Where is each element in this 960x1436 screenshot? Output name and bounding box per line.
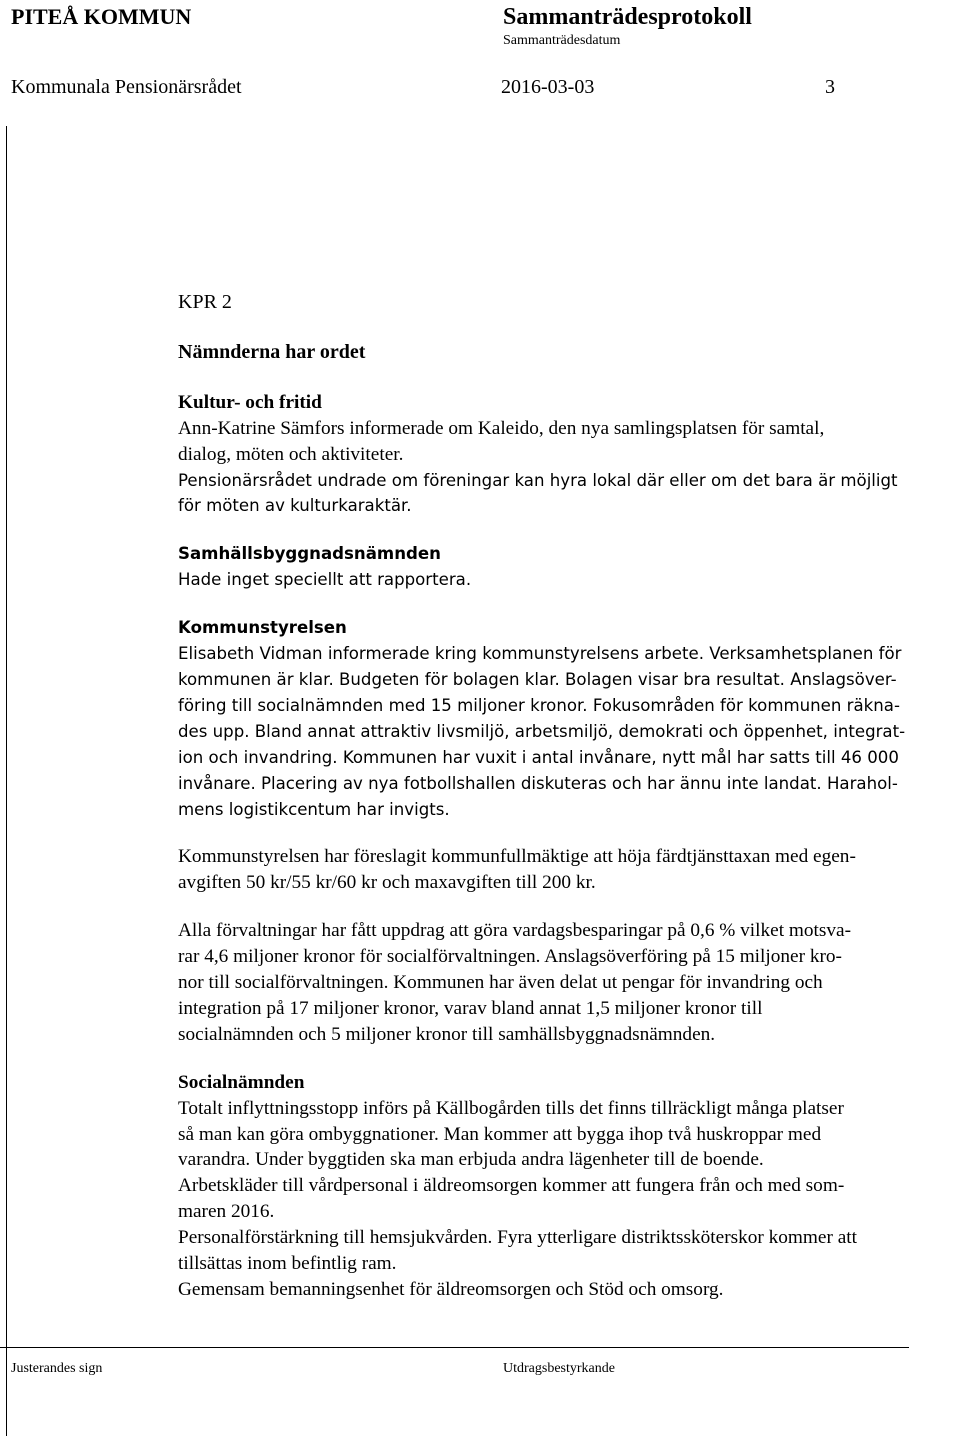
text-line: kommunen är klar. Budgeten för bolagen klar. Bolagen visar bra resultat. Anslagsöver- xyxy=(178,669,897,689)
text-line: tillsättas inom befintlig ram. xyxy=(178,1253,397,1275)
text-line: nor till socialförvaltningen. Kommunen har även delat ut pengar för invandring och xyxy=(178,972,823,994)
document-type: Sammanträdesprotokoll xyxy=(503,4,752,30)
committee-name: Kommunala Pensionärsrådet xyxy=(11,76,242,98)
text-line: föring till socialnämnden med 15 miljoner kronor. Fokusområden för kommunen räkna- xyxy=(178,695,900,715)
text-line: avgiften 50 kr/55 kr/60 kr och maxavgiften till 200 kr. xyxy=(178,872,596,894)
section-heading-kultur: Kultur- och fritid xyxy=(178,391,322,413)
text-line: dialog, möten och aktiviteter. xyxy=(178,443,404,465)
text-line: Arbetskläder till vårdpersonal i äldreomsorgen kommer att fungera från och med som- xyxy=(178,1175,845,1197)
section-heading-samhallsbyggnad: Samhällsbyggnadsnämnden xyxy=(178,544,441,564)
item-title: Nämnderna har ordet xyxy=(178,340,366,363)
section-heading-socialnamnden: Socialnämnden xyxy=(178,1071,305,1093)
paragraph-besparingar xyxy=(178,918,960,1048)
text-line: Totalt inflyttningsstopp införs på Källbogården tills det finns tillräckligt många platser xyxy=(178,1097,844,1119)
text-line: rar 4,6 miljoner kronor för socialförvaltningen. Anslagsöverföring på 15 miljoner kro- xyxy=(178,946,842,968)
text-line: invånare. Placering av nya fotbollshallen diskuteras och har ännu inte landat. Harahol- xyxy=(178,773,898,793)
text-line: mens logistikcentum har invigts. xyxy=(178,799,450,819)
protocol-body xyxy=(178,290,960,1303)
meeting-info-row xyxy=(11,76,846,102)
text-line: Hade inget speciellt att rapportera. xyxy=(178,570,472,590)
page-number: 3 xyxy=(825,76,835,98)
text-line: ion och invandring. Kommunen har vuxit i antal invånare, nytt mål har satts till 46 000 xyxy=(178,747,899,767)
paragraph-fardtjanst xyxy=(178,844,960,896)
text-line: så man kan göra ombyggnationer. Man kommer att bygga ihop två huskroppar med xyxy=(178,1123,822,1145)
text-line: integration på 17 miljoner kronor, varav bland annat 1,5 miljoner kronor till xyxy=(178,997,763,1019)
text-line: Alla förvaltningar har fått uppdrag att göra vardagsbesparingar på 0,6 % vilket motsva- xyxy=(178,920,852,942)
text-line: des upp. Bland annat attraktiv livsmiljö, arbetsmiljö, demokrati och öppenhet, integrat- xyxy=(178,721,906,741)
organization-name: PITEÅ KOMMUN xyxy=(11,4,192,29)
meeting-date: 2016-03-03 xyxy=(501,76,595,98)
text-line: maren 2016. xyxy=(178,1201,275,1223)
section-body-socialnamnden xyxy=(178,1096,960,1303)
text-line: Elisabeth Vidman informerade kring kommunstyrelsens arbete. Verksamhetsplanen för xyxy=(178,644,902,664)
section-body-kommunstyrelsen xyxy=(178,641,960,822)
text-line: för möten av kulturkaraktär. xyxy=(178,496,412,516)
meeting-date-label: Sammanträdesdatum xyxy=(503,33,621,48)
text-line: socialnämnden och 5 miljoner kronor till samhällsbyggnadsnämnden. xyxy=(178,1023,716,1045)
footer-divider xyxy=(0,1347,909,1348)
item-number: KPR 2 xyxy=(178,291,232,313)
text-line: varandra. Under byggtiden ska man erbjuda andra lägenheter till de boende. xyxy=(178,1149,764,1171)
text-line: Ann-Katrine Sämfors informerade om Kaleido, den nya samlingsplatsen för samtal, xyxy=(178,417,825,439)
text-line: Kommunstyrelsen har föreslagit kommunfullmäktige att höja färdtjänsttaxan med egen- xyxy=(178,846,856,868)
text-line: Personalförstärkning till hemsjukvården. Fyra ytterligare distriktssköterskor kommer att xyxy=(178,1227,857,1249)
footer-certification-label: Utdragsbestyrkande xyxy=(503,1361,615,1376)
left-margin-rule xyxy=(6,126,7,1436)
section-body-kultur xyxy=(178,416,960,520)
text-line: Gemensam bemanningsenhet för äldreomsorgen och Stöd och omsorg. xyxy=(178,1279,724,1300)
footer-signature-label: Justerandes sign xyxy=(11,1361,103,1376)
section-heading-kommunstyrelsen: Kommunstyrelsen xyxy=(178,618,347,638)
text-line: Pensionärsrådet undrade om föreningar kan hyra lokal där eller om det bara är möjligt xyxy=(178,470,898,490)
